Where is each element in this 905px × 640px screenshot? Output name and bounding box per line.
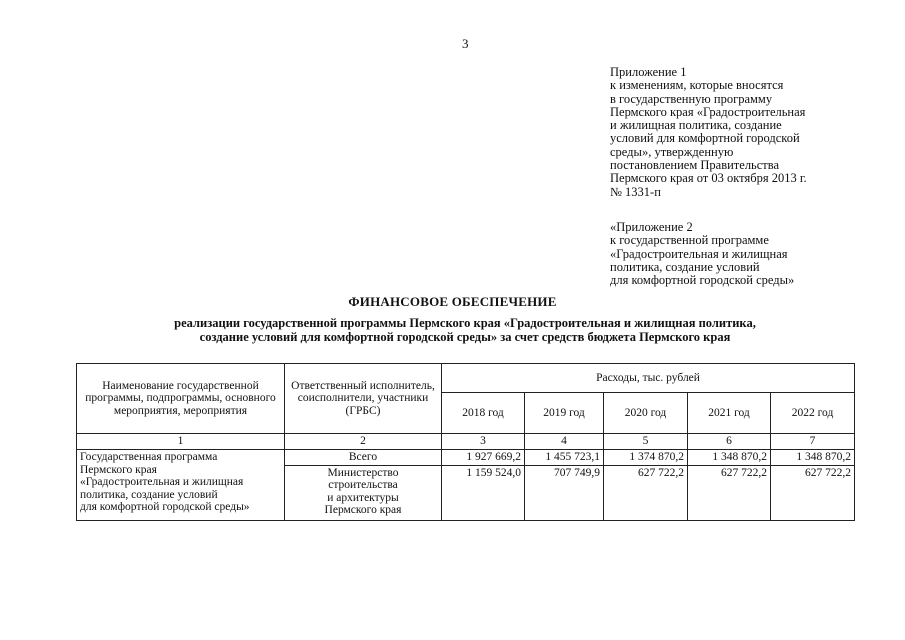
header-responsible: Ответственный исполнитель, соисполнители, участники (ГРБС): [285, 364, 442, 434]
column-number: 2: [285, 434, 442, 450]
header-year-2020: 2020 год: [604, 393, 688, 434]
annex-2-note: «Приложение 2 к государственной программе «Градостроительная и жилищная политика, создание условий для комфортной городской среды»: [610, 220, 795, 288]
header-year-2019: 2019 год: [525, 393, 604, 434]
column-number: 1: [77, 434, 285, 450]
annex-1-note: Приложение 1 к изменениям, которые вносятся в государственную программу Пермского края «Градостроительная и жилищная политика, создание условий для комфортной городской среды», утвержденную постановлением Правительства Пермского края от 03 октября 2013 г. № 1331-п: [610, 65, 807, 199]
value-cell: 1 159 524,0: [442, 465, 525, 520]
value-cell: 1 348 870,2: [688, 450, 771, 466]
value-cell: 1 455 723,1: [525, 450, 604, 466]
column-number: 6: [688, 434, 771, 450]
value-cell: 1 348 870,2: [771, 450, 855, 466]
value-cell: 707 749,9: [525, 465, 604, 520]
document-subtitle: реализации государственной программы Пермского края «Градостроительная и жилищная политика, создание условий для комфортной городской среды» за счет средств бюджета Пермского края: [174, 316, 756, 344]
financing-table: [76, 363, 855, 521]
column-number: 5: [604, 434, 688, 450]
page-number: 3: [462, 36, 469, 51]
header-name: Наименование государственной программы, подпрограммы, основного мероприятия, мероприятия: [77, 364, 285, 434]
header-expenses: Расходы, тыс. рублей: [442, 364, 855, 393]
column-number: 4: [525, 434, 604, 450]
value-cell: 1 374 870,2: [604, 450, 688, 466]
table-row: [77, 450, 855, 466]
column-number-row: [77, 434, 855, 450]
program-name-cell: Государственная программа Пермского края «Градостроительная и жилищная политика, создание условий для комфортной городской среды»: [77, 450, 285, 521]
responsible-cell: Министерство строительства и архитектуры Пермского края: [285, 465, 442, 520]
document-title: ФИНАНСОВОЕ ОБЕСПЕЧЕНИЕ: [348, 294, 557, 309]
value-cell: 1 927 669,2: [442, 450, 525, 466]
value-cell: 627 722,2: [771, 465, 855, 520]
header-year-2021: 2021 год: [688, 393, 771, 434]
column-number: 7: [771, 434, 855, 450]
header-year-2022: 2022 год: [771, 393, 855, 434]
column-number: 3: [442, 434, 525, 450]
header-year-2018: 2018 год: [442, 393, 525, 434]
value-cell: 627 722,2: [688, 465, 771, 520]
value-cell: 627 722,2: [604, 465, 688, 520]
responsible-cell: Всего: [285, 450, 442, 466]
